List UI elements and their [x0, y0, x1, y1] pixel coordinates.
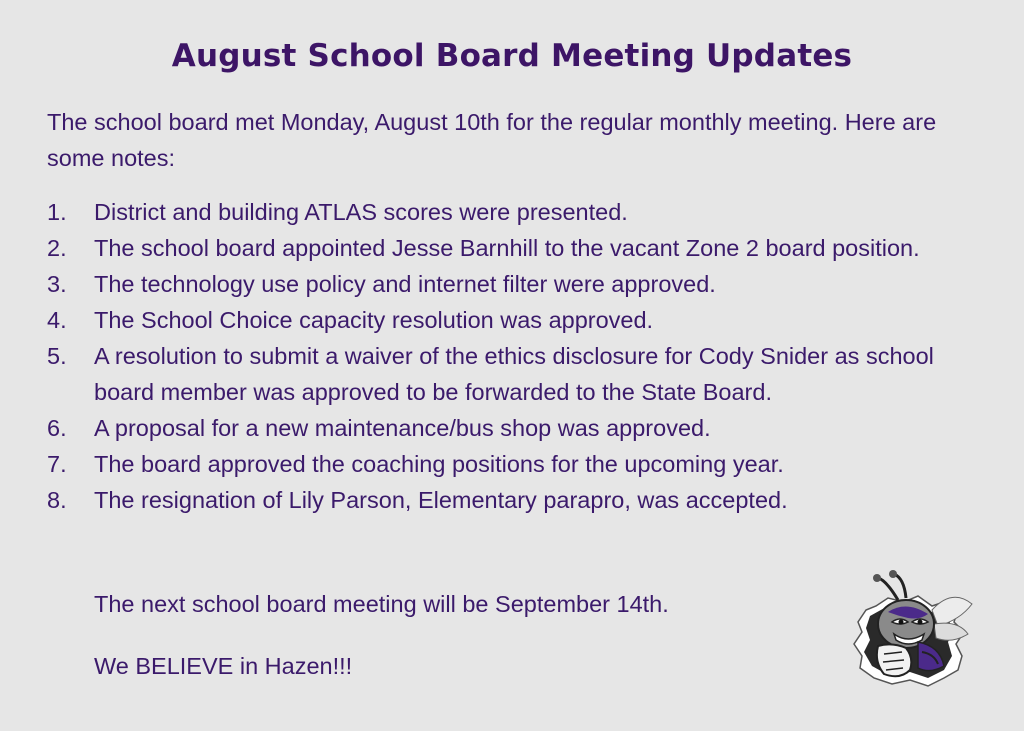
list-item-text: The resignation of Lily Parson, Elementary parapro, was accepted.: [94, 487, 788, 513]
list-item: [47, 230, 977, 266]
list-item: [47, 482, 977, 518]
list-item: [47, 410, 977, 446]
list-item-text: The technology use policy and internet filter were approved.: [94, 271, 716, 297]
list-item-text: A resolution to submit a waiver of the ethics disclosure for Cody Snider as school board member was approved to be forwarded to the State Board.: [94, 343, 934, 405]
list-number: 1.: [47, 199, 67, 225]
list-item-text: The school board appointed Jesse Barnhill to the vacant Zone 2 board position.: [94, 235, 920, 261]
list-item: [47, 446, 977, 482]
list-number: 7.: [47, 451, 67, 477]
list-item-text: District and building ATLAS scores were presented.: [94, 199, 628, 225]
list-number: 3.: [47, 271, 67, 297]
list-number: 8.: [47, 487, 67, 513]
intro-paragraph: The school board met Monday, August 10th for the regular monthly meeting. Here are some notes:: [47, 109, 937, 171]
list-item: [47, 266, 977, 302]
hornet-mascot-icon: [848, 570, 976, 688]
page-title: August School Board Meeting Updates: [171, 38, 853, 74]
notes-list: [47, 194, 977, 518]
list-number: 5.: [47, 343, 67, 369]
list-item: [47, 302, 977, 338]
list-item-text: A proposal for a new maintenance/bus shop was approved.: [94, 415, 711, 441]
list-item-text: The board approved the coaching positions for the upcoming year.: [94, 451, 784, 477]
list-number: 2.: [47, 235, 67, 261]
list-item: [47, 338, 977, 410]
list-item: [47, 194, 977, 230]
list-item-text: The School Choice capacity resolution was approved.: [94, 307, 654, 333]
list-number: 4.: [47, 307, 67, 333]
list-number: 6.: [47, 415, 67, 441]
slogan-text: We BELIEVE in Hazen!!!: [94, 653, 353, 679]
next-meeting-text: The next school board meeting will be September 14th.: [94, 591, 669, 617]
